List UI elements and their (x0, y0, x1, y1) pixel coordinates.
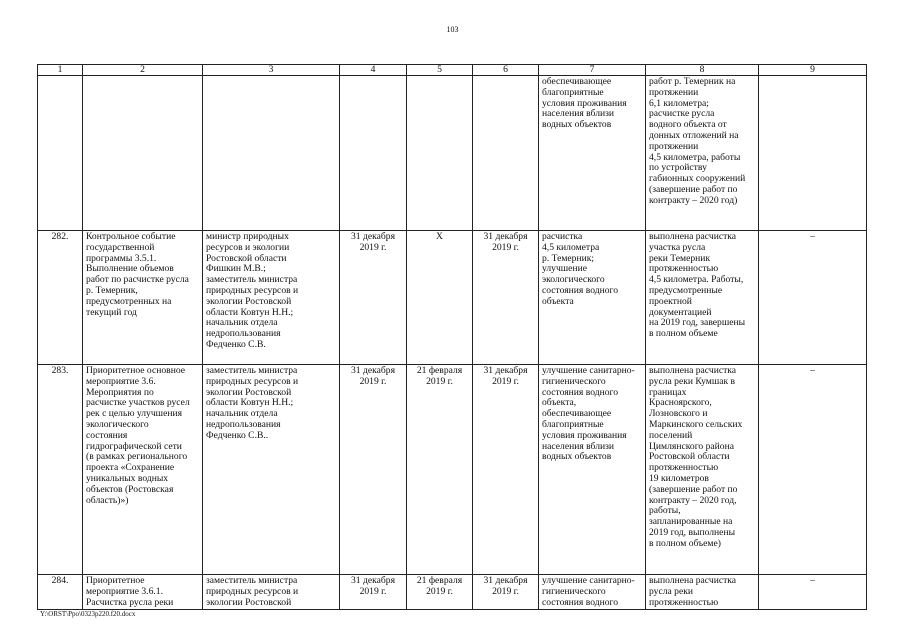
planned-date (340, 76, 407, 231)
event-name: Приоритетное основное мероприятие 3.6. Мероприятия по расчистке участков русел рек с целью улучшения экологического состояния гидрографической сети (в рамках регионального проекта «Сохранение уникальных водных объектов (Ростовская область)») (83, 365, 203, 575)
planned-date: 31 декабря 2019 г. (340, 575, 407, 610)
table-row (38, 231, 867, 365)
column-header: 6 (473, 65, 539, 76)
actual-start: X (407, 231, 473, 365)
column-header: 4 (340, 65, 407, 76)
responsible: министр природных ресурсов и экологии Ростовской области Фишкин М.В.; заместитель министра природных ресурсов и экологии Ростовской области Ковтун Н.Н.; начальник отдела недропользования Федченко С.В. (203, 231, 340, 365)
planned-result: улучшение санитарно- гигиенического состояния водного (539, 575, 646, 610)
planned-result: обеспечивающее благоприятные условия проживания населения вблизи водных объектов (539, 76, 646, 231)
column-header: 5 (407, 65, 473, 76)
row-number (38, 76, 83, 231)
column-header: 1 (38, 65, 83, 76)
column-header: 9 (759, 65, 867, 76)
actual-end: 31 декабря 2019 г. (473, 365, 539, 575)
notes (759, 76, 867, 231)
column-header: 2 (83, 65, 203, 76)
row-number: 283. (38, 365, 83, 575)
actual-start: 21 февраля 2019 г. (407, 365, 473, 575)
header-row (38, 65, 867, 76)
event-name: Контрольное событие государственной программы 3.5.1. Выполнение объемов работ по расчистке русла р. Темерник, предусмотренных на текущий год (83, 231, 203, 365)
row-number: 284. (38, 575, 83, 610)
table-row (38, 365, 867, 575)
row-number: 282. (38, 231, 83, 365)
responsible: заместитель министра природных ресурсов и экологии Ростовской области Ковтун Н.Н.; начальник отдела недропользования Федченко С.В.. (203, 365, 340, 575)
planned-result: расчистка 4,5 километра р. Темерник; улучшение экологического состояния водного объекта (539, 231, 646, 365)
event-name: Приоритетное мероприятие 3.6.1. Расчистка русла реки (83, 575, 203, 610)
actual-end (473, 76, 539, 231)
actual-result: выполнена расчистка участка русла реки Темерник протяженностью 4,5 километра. Работы, предусмотренные проектной документацией на 2019 год, завершены в полном объеме (646, 231, 759, 365)
actual-end: 31 декабря 2019 г. (473, 231, 539, 365)
planned-result: улучшение санитарно- гигиенического состояния водного объекта, обеспечивающее благоприятные условия проживания населения вблизи водных объектов (539, 365, 646, 575)
actual-result: выполнена расчистка русла реки Кумшак в границах Красноярского, Лозновского и Маркинского сельских поселений Цимлянского района Ростовской области протяженностью 19 километров (завершение работ по контракту – 2020 год, работы, запланированные на 2019 год, выполнены в полном объеме) (646, 365, 759, 575)
actual-start: 21 февраля 2019 г. (407, 575, 473, 610)
column-header: 7 (539, 65, 646, 76)
planned-date: 31 декабря 2019 г. (340, 231, 407, 365)
notes: – (759, 231, 867, 365)
actual-start (407, 76, 473, 231)
event-name (83, 76, 203, 231)
report-table (37, 64, 867, 610)
column-header: 3 (203, 65, 340, 76)
table-row (38, 575, 867, 610)
notes: – (759, 575, 867, 610)
actual-end: 31 декабря 2019 г. (473, 575, 539, 610)
responsible: заместитель министра природных ресурсов и экологии Ростовской (203, 575, 340, 610)
notes: – (759, 365, 867, 575)
planned-date: 31 декабря 2019 г. (340, 365, 407, 575)
actual-result: работ р. Темерник на протяжении 6,1 километра; расчистке русла водного объекта от донных отложений на протяжении 4,5 километра, работы по устройству габионных сооружений (завершение работ по контракту – 2020 год) (646, 76, 759, 231)
actual-result: выполнена расчистка русла реки протяженностью (646, 575, 759, 610)
table-row (38, 76, 867, 231)
column-header: 8 (646, 65, 759, 76)
page-number: 103 (446, 25, 459, 34)
file-path-footer: Y:\ORST\Ppo\0323p220.f20.docx (40, 610, 136, 618)
responsible (203, 76, 340, 231)
